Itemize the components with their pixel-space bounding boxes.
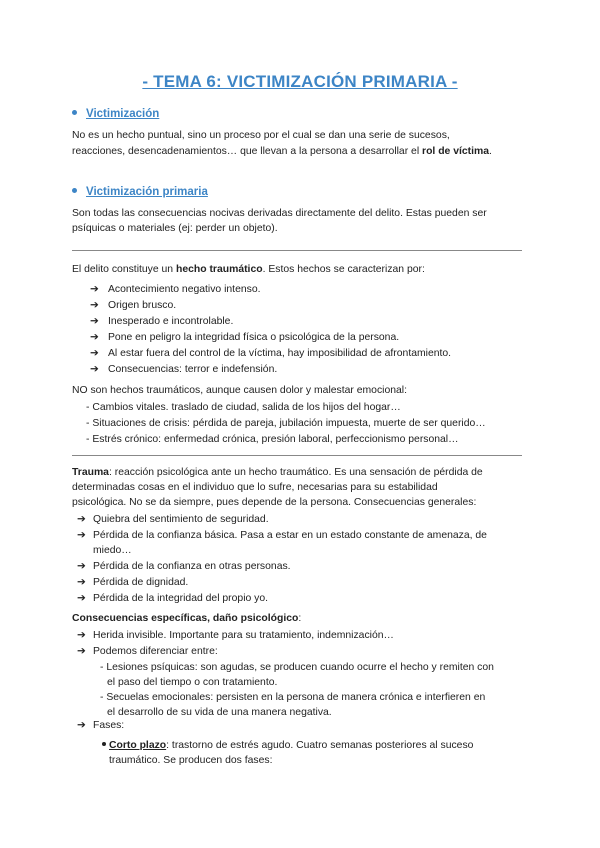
paragraph-line: NO son hechos traumáticos, aunque causen dolor y malestar emocional:	[72, 385, 407, 396]
arrow-icon: ➔	[90, 332, 99, 343]
paragraph-line: psíquicas o materiales (ej: perder un objeto).	[72, 223, 278, 234]
sub-list-item-continuation: el desarrollo de su vida de una manera negativa.	[107, 707, 332, 718]
arrow-icon: ➔	[77, 514, 86, 525]
heading-victimizacion	[72, 108, 159, 120]
list-item: - Cambios vitales. traslado de ciudad, salida de los hijos del hogar…	[86, 402, 401, 413]
bold-term: Trauma	[72, 467, 109, 478]
list-item: - Situaciones de crisis: pérdida de pareja, jubilación impuesta, muerte de ser querido…	[86, 418, 486, 429]
paragraph-line: Son todas las consecuencias nocivas derivadas directamente del delito. Estas pueden ser	[72, 208, 487, 219]
list-item: Herida invisible. Importante para su tratamiento, indemnización…	[93, 630, 394, 641]
arrow-icon: ➔	[90, 364, 99, 375]
list-item: Pérdida de la integridad del propio yo.	[93, 593, 269, 604]
list-item: Pérdida de la confianza básica. Pasa a estar en un estado constante de amenaza, de	[93, 530, 487, 541]
divider	[72, 250, 522, 251]
paragraph-line: El delito constituye un hecho traumático. Estos hechos se caracterizan por:	[72, 264, 425, 275]
paragraph-line: determinadas cosas en el individuo que lo sufre, necesarias para su estabilidad	[72, 482, 438, 493]
arrow-icon: ➔	[77, 593, 86, 604]
heading-victimizacion-primaria	[72, 186, 208, 198]
heading-label: Victimización	[86, 108, 160, 120]
arrow-icon: ➔	[77, 577, 86, 588]
paragraph-line: No es un hecho puntual, sino un proceso por el cual se dan una serie de sucesos,	[72, 130, 450, 141]
list-item-continuation: miedo…	[93, 545, 132, 556]
sub-list-item: - Secuelas emocionales: persisten en la persona de manera crónica e interfieren en	[100, 692, 486, 703]
list-item: Inesperado e incontrolable.	[108, 316, 234, 327]
arrow-icon: ➔	[77, 561, 86, 572]
bold-term: Corto plazo	[109, 740, 167, 751]
list-item: Quiebra del sentimiento de seguridad.	[93, 514, 269, 525]
list-item: Consecuencias: terror e indefensión.	[108, 364, 278, 375]
paragraph-line: Trauma: reacción psicológica ante un hecho traumático. Es una sensación de pérdida de	[72, 467, 483, 478]
arrow-icon: ➔	[77, 646, 86, 657]
arrow-icon: ➔	[90, 348, 99, 359]
subheading: Consecuencias específicas, daño psicológico:	[72, 613, 302, 624]
list-item: Pérdida de la confianza en otras personas.	[93, 561, 291, 572]
bullet-icon	[72, 110, 77, 115]
list-item: Al estar fuera del control de la víctima, hay imposibilidad de afrontamiento.	[108, 348, 452, 359]
sub-list-item: - Lesiones psíquicas: son agudas, se producen cuando ocurre el hecho y remiten con	[100, 662, 494, 673]
arrow-icon: ➔	[90, 316, 99, 327]
list-item: Fases:	[93, 720, 125, 731]
list-item: Podemos diferenciar entre:	[93, 646, 218, 657]
arrow-icon: ➔	[77, 630, 86, 641]
divider	[72, 455, 522, 456]
bold-term: hecho traumático	[175, 264, 263, 275]
list-item: - Estrés crónico: enfermedad crónica, presión laboral, perfeccionismo personal…	[86, 434, 459, 445]
arrow-icon: ➔	[90, 284, 99, 295]
list-item: Pérdida de dignidad.	[93, 577, 189, 588]
bold-term: rol de víctima	[422, 146, 490, 157]
bullet-icon	[102, 742, 106, 746]
list-item: Origen brusco.	[108, 300, 177, 311]
arrow-icon: ➔	[77, 720, 86, 731]
list-item: Acontecimiento negativo intenso.	[108, 284, 261, 295]
page-title: - TEMA 6: VICTIMIZACIÓN PRIMARIA -	[142, 72, 458, 91]
sub-list-item-continuation: el paso del tiempo o con tratamiento.	[107, 677, 278, 688]
heading-label: Victimización primaria	[86, 186, 208, 198]
list-item: Pone en peligro la integridad física o psicológica de la persona.	[108, 332, 400, 343]
paragraph-line: reacciones, desencadenamientos… que llevan a la persona a desarrollar el rol de víctima.	[72, 146, 492, 157]
phase-item-continuation: traumático. Se producen dos fases:	[109, 755, 273, 766]
arrow-icon: ➔	[90, 300, 99, 311]
arrow-icon: ➔	[77, 530, 86, 541]
phase-item: Corto plazo: trastorno de estrés agudo. Cuatro semanas posteriores al suceso	[102, 738, 473, 753]
bullet-icon	[72, 188, 77, 193]
paragraph-line: psicológica. No se da siempre, pues depende de la persona. Consecuencias generales:	[72, 497, 477, 508]
